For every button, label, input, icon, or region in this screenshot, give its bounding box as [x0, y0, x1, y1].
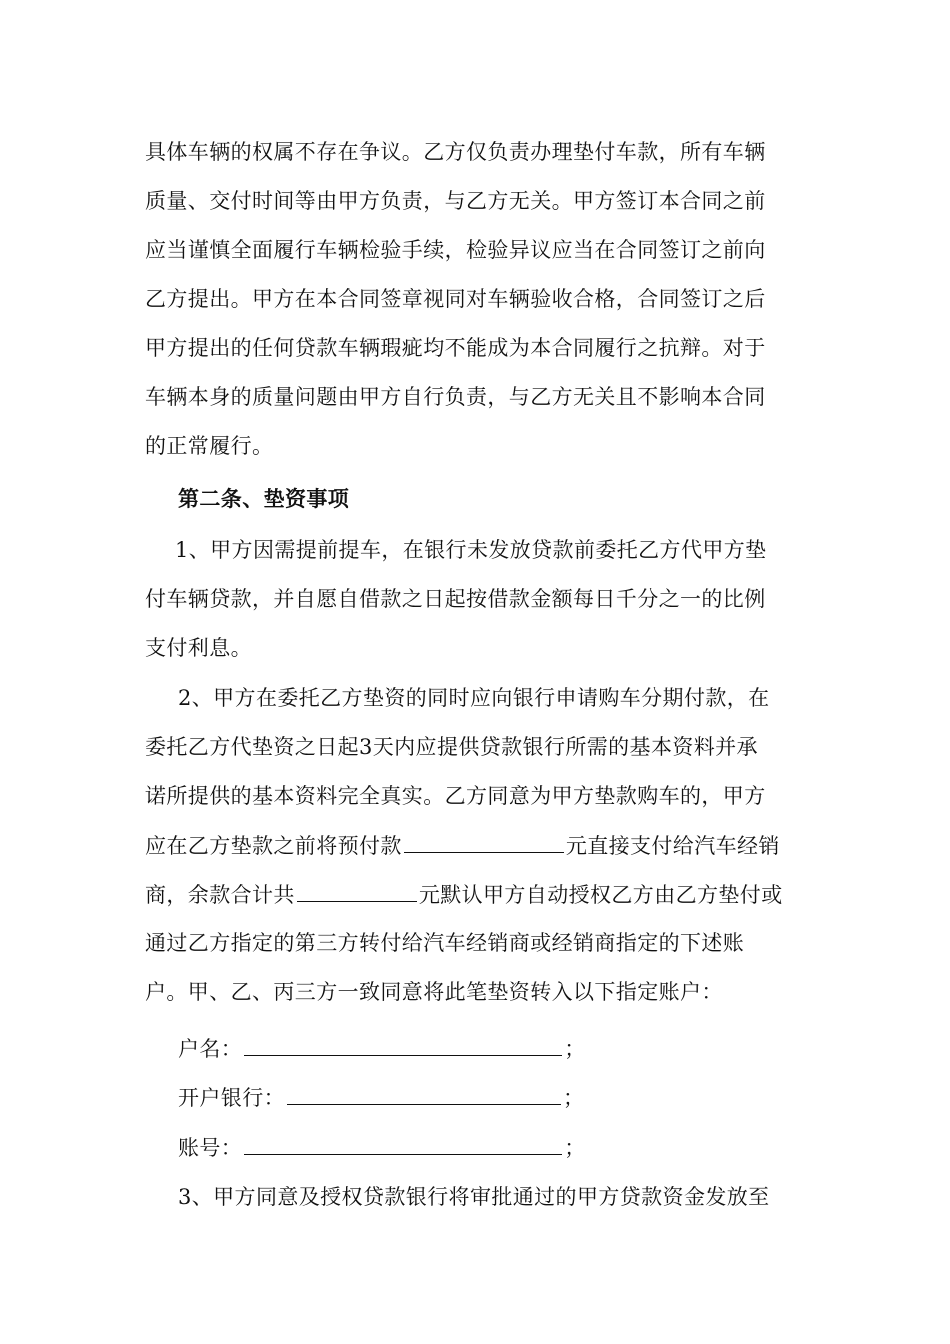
- paragraph-line: 质量、交付时间等由甲方负责，与乙方无关。甲方签订本合同之前: [145, 189, 766, 213]
- paragraph-line-with-blank: [145, 830, 780, 861]
- paragraph-line: 车辆本身的质量问题由甲方自行负责，与乙方无关且不影响本合同: [145, 385, 766, 409]
- account-name-label: 户名：: [178, 1037, 243, 1061]
- account-number-label: 账号：: [178, 1136, 243, 1160]
- paragraph-line: 户。甲、乙、丙三方一致同意将此笔垫资转入以下指定账户：: [145, 980, 723, 1004]
- bank-name-label: 开户银行：: [178, 1086, 285, 1110]
- account-name-blank[interactable]: [244, 1033, 562, 1056]
- account-number-blank[interactable]: [244, 1132, 562, 1155]
- paragraph-line: 乙方提出。甲方在本合同签章视同对车辆验收合格，合同签订之后: [145, 287, 766, 311]
- text-segment: 元直接支付给汽车经销: [565, 834, 780, 858]
- prepayment-amount-blank[interactable]: [404, 830, 564, 853]
- text-segment: 元默认甲方自动授权乙方由乙方垫付或: [418, 883, 783, 907]
- paragraph-line: 1、甲方因需提前提车，在银行未发放贷款前委托乙方代甲方垫: [175, 538, 767, 562]
- paragraph-line: 具体车辆的权属不存在争议。乙方仅负责办理垫付车款，所有车辆: [145, 140, 766, 164]
- bank-name-row: [178, 1082, 584, 1113]
- paragraph-line: 应当谨慎全面履行车辆检验手续，检验异议应当在合同签订之前向: [145, 238, 766, 262]
- field-terminator: ；: [564, 1037, 586, 1061]
- text-segment: 商，余款合计共: [145, 883, 295, 907]
- paragraph-line: 2、甲方在委托乙方垫资的同时应向银行申请购车分期付款，在: [178, 686, 770, 710]
- field-terminator: ；: [563, 1086, 585, 1110]
- paragraph-line: 3、甲方同意及授权贷款银行将审批通过的甲方贷款资金发放至: [178, 1185, 770, 1209]
- balance-amount-blank[interactable]: [297, 879, 417, 902]
- paragraph-line: 通过乙方指定的第三方转付给汽车经销商或经销商指定的下述账: [145, 931, 745, 955]
- paragraph-line: 诺所提供的基本资料完全真实。乙方同意为甲方垫款购车的，甲方: [145, 784, 766, 808]
- paragraph-line: 的正常履行。: [145, 434, 274, 458]
- paragraph-line: 支付利息。: [145, 636, 252, 660]
- paragraph-line: 委托乙方代垫资之日起3天内应提供贷款银行所需的基本资料并承: [145, 735, 758, 759]
- account-name-row: [178, 1033, 586, 1064]
- text-segment: 应在乙方垫款之前将预付款: [145, 834, 402, 858]
- account-number-row: [178, 1132, 586, 1163]
- paragraph-line-with-blank: [145, 879, 783, 910]
- section-heading: 第二条、垫资事项: [178, 487, 350, 511]
- bank-name-blank[interactable]: [287, 1082, 561, 1105]
- paragraph-line: 甲方提出的任何贷款车辆瑕疵均不能成为本合同履行之抗辩。对于: [145, 336, 766, 360]
- field-terminator: ；: [564, 1136, 586, 1160]
- paragraph-line: 付车辆贷款，并自愿自借款之日起按借款金额每日千分之一的比例: [145, 587, 766, 611]
